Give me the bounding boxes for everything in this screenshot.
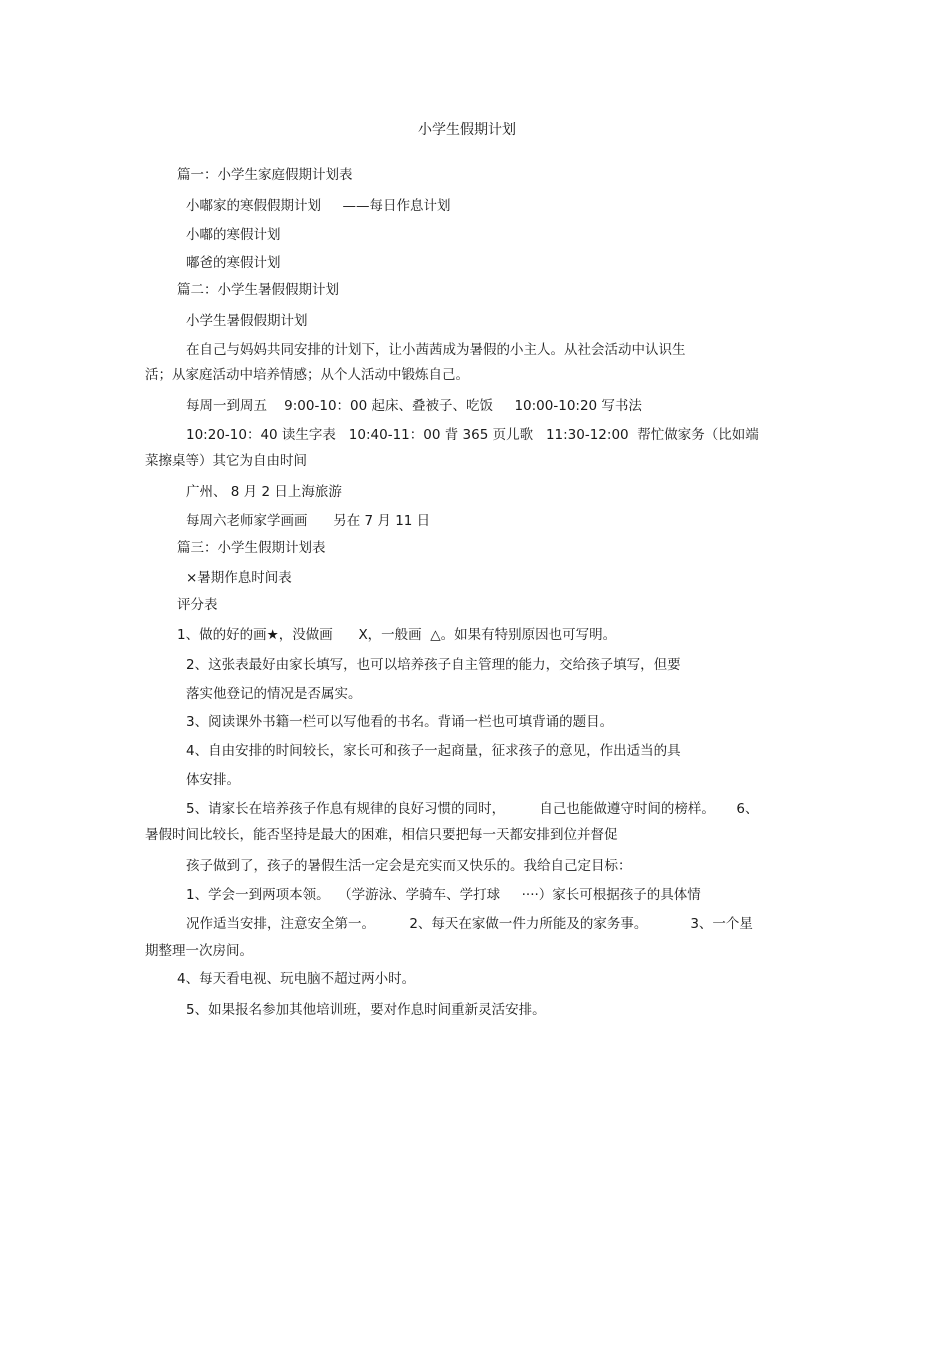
text-line: 2、这张表最好由家长填写，也可以培养孩子自主管理的能力，交给孩子填写，但要	[186, 657, 681, 673]
text-line: 孩子做到了，孩子的暑假生活一定会是充实而又快乐的。我给自己定目标：	[186, 858, 632, 874]
text-line: 小嘟家的寒假假期计划 ——每日作息计划	[186, 198, 451, 214]
text-line: 评分表	[177, 597, 218, 613]
text-line: 期整理一次房间。	[145, 943, 253, 959]
text-line: 活；从家庭活动中培养情感；从个人活动中锻炼自己。	[145, 367, 469, 383]
text-line: 嘟爸的寒假计划	[186, 255, 281, 271]
text-line: 每周一到周五 9:00-10：00 起床、叠被子、吃饭 10:00-10:20 写书法	[186, 398, 642, 414]
text-line: 5、如果报名参加其他培训班，要对作息时间重新灵活安排。	[186, 1002, 546, 1018]
text-line: 菜擦桌等）其它为自由时间	[145, 453, 307, 469]
text-line: 落实他登记的情况是否属实。	[186, 686, 362, 702]
text-line: 在自己与妈妈共同安排的计划下，让小茜茜成为暑假的小主人。从社会活动中认识生	[186, 342, 686, 358]
text-line: 4、每天看电视、玩电脑不超过两小时。	[177, 971, 416, 987]
text-line: 1、学会一到两项本领。 （学游泳、学骑车、学打球 ····）家长可根据孩子的具体情	[186, 887, 701, 903]
text-line: ×暑期作息时间表	[186, 570, 292, 586]
text-line: 每周六老师家学画画 另在 7 月 11 日	[186, 513, 431, 529]
text-line: 体安排。	[186, 772, 240, 788]
text-line: 5、请家长在培养孩子作息有规律的良好习惯的同时， 自己也能做遵守时间的榜样。 6、	[186, 801, 759, 817]
text-line: 小嘟的寒假计划	[186, 227, 281, 243]
text-line: 10:20-10：40 读生字表 10:40-11：00 背 365 页儿歌 11:30-12:00 帮忙做家务（比如端	[186, 427, 759, 443]
text-line: 小学生暑假假期计划	[186, 313, 308, 329]
section-heading-3: 篇三：小学生假期计划表	[177, 540, 326, 556]
text-line: 广州、 8 月 2 日上海旅游	[186, 484, 342, 500]
document-title: 小学生假期计划	[418, 122, 516, 138]
section-heading-2: 篇二：小学生暑假假期计划	[177, 282, 339, 298]
text-line: 况作适当安排，注意安全第一。 2、每天在家做一件力所能及的家务事。 3、一个星	[186, 916, 753, 932]
text-line: 4、自由安排的时间较长，家长可和孩子一起商量，征求孩子的意见，作出适当的具	[186, 743, 681, 759]
text-line: 暑假时间比较长，能否坚持是最大的困难，相信只要把每一天都安排到位并督促	[145, 827, 618, 843]
text-line: 3、阅读课外书籍一栏可以写他看的书名。背诵一栏也可填背诵的题目。	[186, 714, 614, 730]
section-heading-1: 篇一：小学生家庭假期计划表	[177, 167, 353, 183]
text-line: 1、做的好的画★，没做画 X，一般画 △。如果有特别原因也可写明。	[177, 627, 617, 643]
